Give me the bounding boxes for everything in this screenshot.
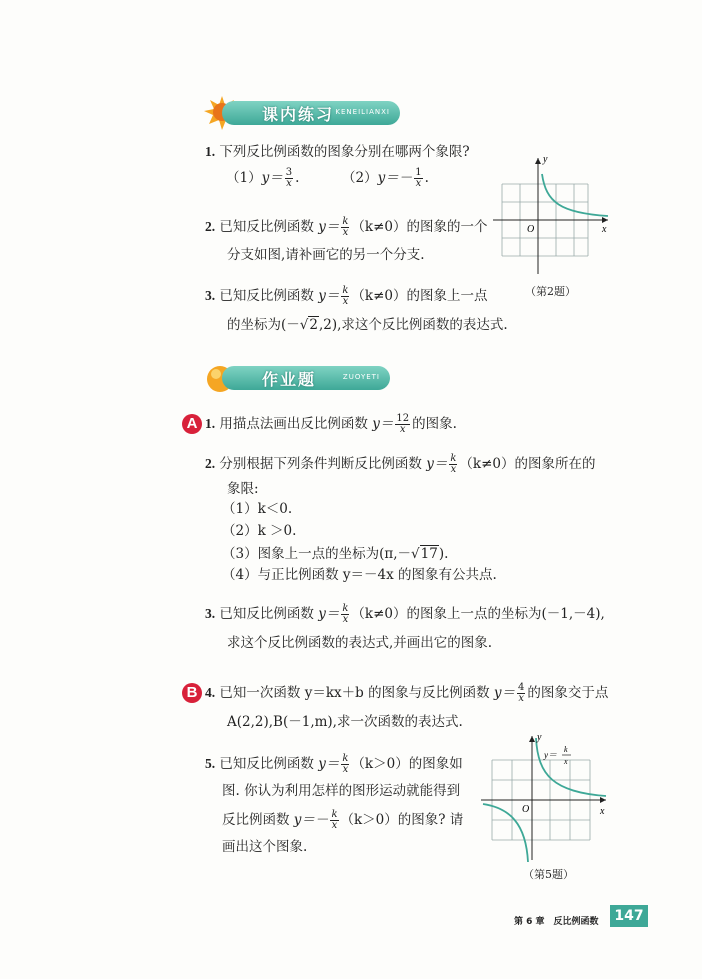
- homework-5: 5. 已知反比例函数 y＝ $\frac{k}{x}$ （k＞0）的图象如: [205, 753, 463, 775]
- fraction: $\frac{k}{x}$: [342, 753, 349, 775]
- formula: y＝: [318, 606, 340, 622]
- exercise-number: 3.: [205, 606, 216, 621]
- sqrt-radicand: 2: [309, 317, 318, 333]
- chapter-footer: 第 6 章 反比例函数: [514, 917, 599, 927]
- homework-2-case-2: （2）k ＞0.: [222, 523, 297, 539]
- condition: （k≠0）: [351, 606, 407, 622]
- exercise-number: 4.: [205, 685, 216, 700]
- formula: y＝: [372, 416, 394, 432]
- exercise-3-line2: 的坐标为(－√2,2),求这个反比例函数的表达式.: [227, 317, 508, 333]
- condition: （k＞0）: [351, 756, 409, 772]
- formula: y＝: [318, 756, 340, 772]
- exercise-number: 5.: [205, 756, 216, 771]
- exercise-text: 用描点法画出反比例函数: [219, 416, 368, 432]
- fraction: $\frac{k}{x}$: [342, 216, 349, 238]
- exercise-text: 已知反比例函数: [219, 288, 314, 304]
- homework-3-line2: 求这个反比例函数的表达式,并画出它的图象.: [227, 635, 493, 651]
- part-label: （1）: [226, 170, 262, 186]
- exercise-2-line2: 分支如图,请补画它的另一个分支.: [227, 247, 425, 263]
- exercise-number: 1.: [205, 144, 216, 159]
- curve-label-lhs: y＝: [544, 750, 557, 760]
- homework-4: 4. 已知一次函数 y＝kx＋b 的图象与反比例函数 y＝ $\frac{4}{x}$ 的图象交于点: [205, 682, 609, 704]
- y-axis-label: y: [537, 732, 542, 743]
- exercise-text: 分别根据下列条件判断反比例函数: [219, 456, 422, 472]
- homework-2-case-1: （1）k＜0.: [222, 501, 293, 517]
- sqrt-radicand: 17: [420, 546, 438, 562]
- part-label: （2）: [342, 170, 378, 186]
- formula: y＝: [493, 685, 516, 701]
- exercise-number: 2.: [205, 456, 216, 471]
- figure-5-caption: （第5题）: [523, 868, 574, 881]
- fraction: $\frac{3}{x}$: [285, 167, 293, 189]
- homework-2-case-4: （4）与正比例函数 y＝－4x 的图象有公共点.: [222, 567, 497, 583]
- fraction: $\frac{12}{x}$: [396, 413, 410, 435]
- fraction: $\frac{1}{x}$: [415, 167, 422, 189]
- exercise-text: 已知一次函数 y＝kx＋b 的图象与反比例函数: [219, 685, 490, 701]
- formula: y＝: [318, 288, 340, 304]
- curve-label-den: x: [564, 757, 568, 766]
- homework-banner: [222, 366, 390, 390]
- condition: （k≠0）: [351, 288, 407, 304]
- homework-1: 1. 用描点法画出反比例函数 y＝ $\frac{12}{x}$ 的图象.: [205, 413, 457, 435]
- classwork-subtitle: KENEILIANXI: [335, 108, 390, 116]
- homework-subtitle: ZUOYETI: [342, 373, 380, 381]
- exercise-1: [205, 143, 470, 161]
- y-axis-label: y: [543, 154, 548, 165]
- x-axis-label: x: [602, 224, 607, 235]
- homework-title: 作业题: [262, 370, 317, 389]
- formula: y＝－: [377, 170, 413, 186]
- classwork-title: 课内练习: [262, 105, 335, 124]
- origin-label: O: [527, 224, 535, 235]
- exercise-1-parts: （1）y＝ $\frac{3}{x}$ . （2）y＝－ $\frac{1}{x}$ .: [226, 167, 429, 189]
- homework-5-line3: 反比例函数 y＝－ $\frac{k}{x}$ （k＞0）的图象? 请: [222, 809, 464, 831]
- fraction: $\frac{k}{x}$: [342, 285, 349, 307]
- hyperbola-branch: [542, 174, 608, 216]
- exercise-number: 1.: [205, 416, 216, 431]
- figure-5-graph: [478, 730, 613, 865]
- condition: （k≠0）: [351, 219, 407, 235]
- homework-3: 3. 已知反比例函数 y＝ $\frac{k}{x}$ （k≠0）的图象上一点的坐标为(－1,－4),: [205, 603, 605, 625]
- exercise-3: [205, 286, 488, 307]
- homework-2-line2: 象限:: [227, 481, 259, 497]
- figure-2-graph: [490, 150, 615, 280]
- homework-5-line4: 画出这个图象.: [222, 839, 308, 855]
- exercise-text: 已知反比例函数: [219, 606, 314, 622]
- homework-2: 2. 分别根据下列条件判断反比例函数 y＝ $\frac{k}{x}$ （k≠0）的图象所在的: [205, 453, 596, 475]
- homework-2-case-3: （3）图象上一点的坐标为(π,－√17).: [222, 546, 449, 562]
- x-axis-label: x: [600, 806, 605, 817]
- figure-2-caption: （第2题）: [525, 285, 576, 298]
- level-b-badge: B: [182, 683, 202, 703]
- curve-label-num: k: [564, 745, 568, 754]
- exercise-text: 下列反比例函数的图象分别在哪两个象限?: [219, 144, 470, 160]
- classwork-banner: [222, 101, 400, 125]
- exercise-text: 已知反比例函数: [219, 756, 314, 772]
- exercise-text: 已知反比例函数: [219, 219, 314, 235]
- origin-label: O: [522, 804, 530, 815]
- exercise-2: [205, 217, 488, 238]
- page-number: 147: [610, 905, 648, 927]
- fraction: $\frac{4}{x}$: [518, 682, 525, 704]
- fraction: $\frac{k}{x}$: [342, 603, 349, 625]
- formula: y＝: [426, 456, 448, 472]
- formula: y＝: [318, 219, 340, 235]
- fraction: $\frac{k}{x}$: [331, 809, 338, 831]
- homework-4-line2: A(2,2),B(－1,m),求一次函数的表达式.: [227, 714, 463, 730]
- level-a-badge: A: [182, 414, 202, 434]
- formula: y＝: [261, 170, 283, 186]
- exercise-number: 2.: [205, 219, 216, 234]
- exercise-text: 的图象上一点: [406, 288, 488, 304]
- hyperbola-branch-positive: [536, 738, 606, 796]
- fraction: $\frac{k}{x}$: [450, 453, 457, 475]
- condition: （k≠0）: [459, 456, 515, 472]
- formula: y＝－: [293, 812, 329, 828]
- homework-5-line2: 图. 你认为利用怎样的图形运动就能得到: [222, 783, 461, 799]
- exercise-text: 的图象的一个: [406, 219, 488, 235]
- exercise-number: 3.: [205, 288, 216, 303]
